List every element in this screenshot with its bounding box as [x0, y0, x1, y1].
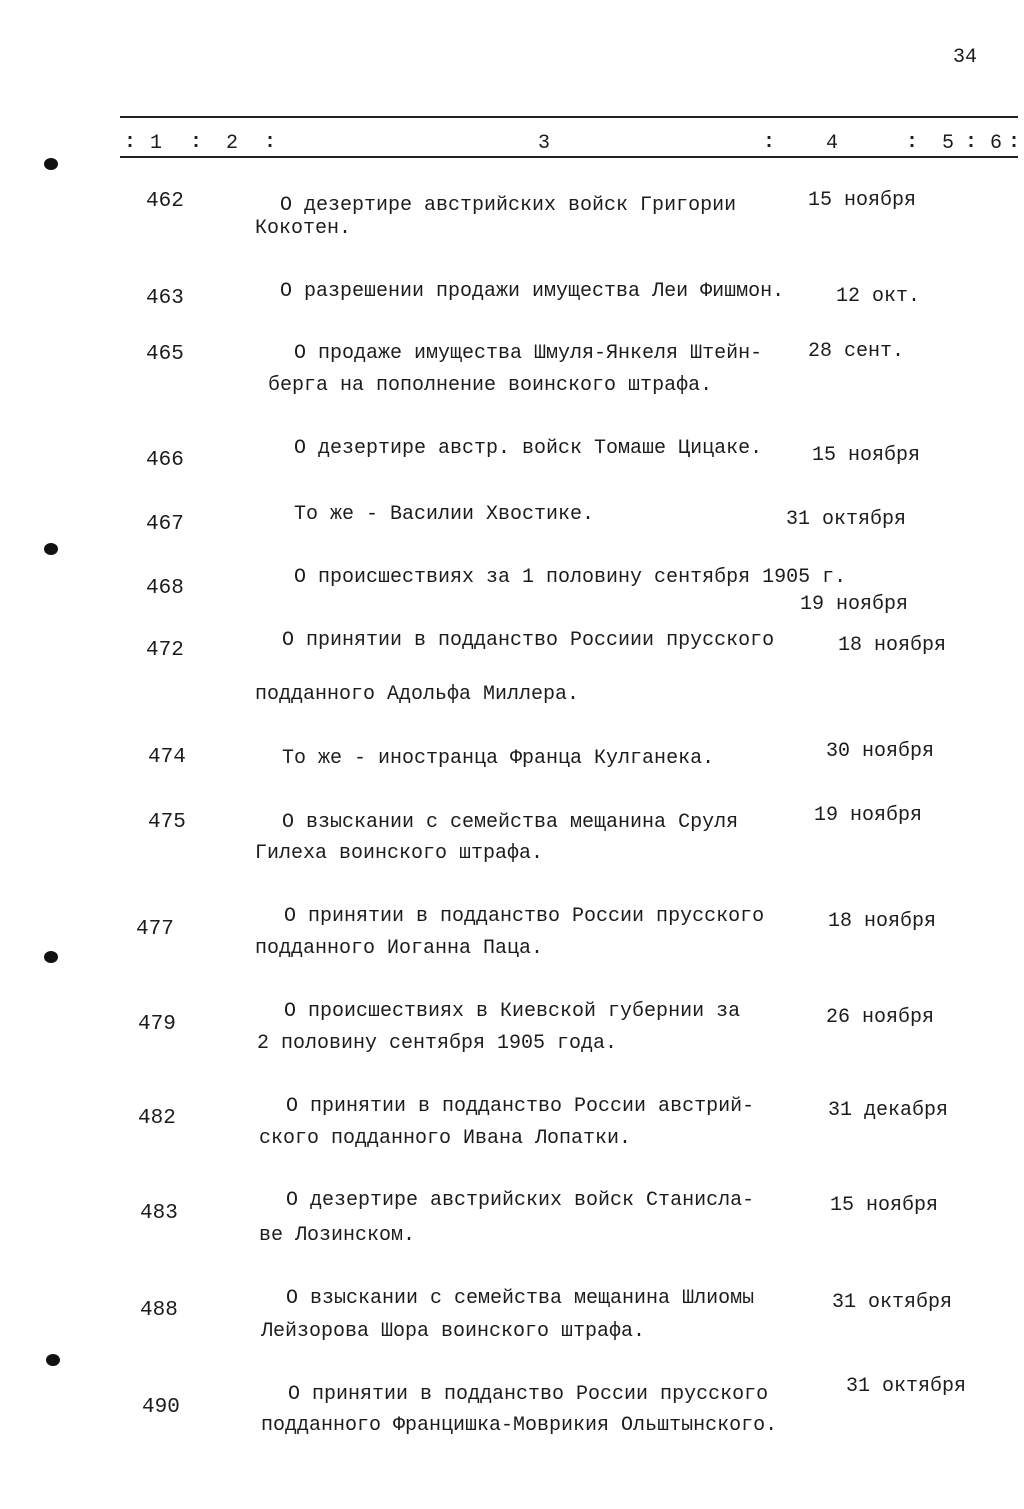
entry-number: 463 — [146, 287, 184, 310]
entry-date: 19 ноября — [814, 804, 923, 827]
entry-date: 18 ноября — [828, 910, 937, 933]
entry-date: 26 ноября — [826, 1006, 935, 1029]
column-header-6: 6 — [990, 132, 1003, 155]
separator: : — [190, 131, 203, 154]
entry-title-continued: подданного Иоганна Паца. — [255, 937, 544, 960]
entry-number: 483 — [140, 1202, 178, 1225]
entry-date: 31 декабря — [828, 1099, 949, 1122]
header-rule-top — [120, 116, 1018, 118]
entry-title: О разрешении продажи имущества Леи Фишмон. — [280, 280, 785, 303]
entry-title: О продаже имущества Шмуля-Янкеля Штейн- — [294, 342, 763, 365]
punch-hole — [44, 951, 58, 963]
entry-title-continued: подданного Францишка-Моврикия Ольштынского. — [261, 1414, 778, 1437]
entry-number: 477 — [136, 918, 174, 941]
entry-title: О принятии в подданство России прусского — [288, 1383, 769, 1406]
entry-number: 468 — [146, 577, 184, 600]
punch-hole — [44, 543, 58, 555]
entry-title: О принятии в подданство России прусского — [284, 905, 765, 928]
column-header-2: 2 — [226, 132, 239, 155]
entry-title-continued: ского подданного Ивана Лопатки. — [259, 1127, 632, 1150]
entry-number: 475 — [148, 811, 186, 834]
separator: : — [763, 131, 776, 154]
entry-date: 12 окт. — [836, 285, 921, 308]
column-header-4: 4 — [826, 132, 839, 155]
entry-title: О происшествиях в Киевской губернии за — [284, 1000, 741, 1023]
entry-date: 15 ноября — [808, 189, 917, 212]
entry-title: То же - иностранца Франца Кулганека. — [282, 747, 715, 770]
punch-hole — [46, 1354, 60, 1366]
entry-number: 488 — [140, 1299, 178, 1322]
entry-number: 466 — [146, 449, 184, 472]
entry-number: 462 — [146, 190, 184, 213]
entry-number: 467 — [146, 513, 184, 536]
separator: : — [965, 131, 978, 154]
separator: : — [906, 131, 919, 154]
header-rule-bottom — [120, 156, 1018, 158]
column-header-5: 5 — [942, 132, 955, 155]
column-header-3: 3 — [538, 132, 551, 155]
entry-title-continued: Лейзорова Шора воинского штрафа. — [261, 1320, 646, 1343]
page-number: 34 — [953, 46, 978, 69]
entry-title: О дезертире австрийских войск Станисла- — [286, 1189, 755, 1212]
separator: : — [264, 131, 277, 154]
column-header-1: 1 — [150, 132, 163, 155]
entry-number: 474 — [148, 746, 186, 769]
separator: : — [1008, 131, 1021, 154]
entry-date: 19 ноября — [800, 593, 909, 616]
entry-title-continued: берга на пополнение воинского штрафа. — [268, 374, 713, 397]
entry-title-continued: ве Лозинском. — [259, 1224, 416, 1247]
entry-date: 18 ноября — [838, 634, 947, 657]
entry-title: О дезертире австр. войск Томаше Цицаке. — [294, 437, 763, 460]
entry-date: 15 ноября — [830, 1194, 939, 1217]
entry-date: 30 ноября — [826, 740, 935, 763]
entry-title: О дезертире австрийских войск Григории — [280, 194, 737, 217]
entry-title-continued: Гилеха воинского штрафа. — [255, 842, 544, 865]
entry-number: 465 — [146, 343, 184, 366]
entry-number: 482 — [138, 1107, 176, 1130]
punch-hole — [44, 158, 58, 170]
entry-date: 28 сент. — [808, 340, 905, 363]
entry-date: 15 ноября — [812, 444, 921, 467]
entry-title: О взыскании с семейства мещанина Шлиомы — [286, 1287, 755, 1310]
entry-title-continued: Кокотен. — [255, 217, 352, 240]
entry-number: 479 — [138, 1013, 176, 1036]
entry-date: 31 октября — [832, 1291, 953, 1314]
entry-title-continued: 2 половину сентября 1905 года. — [257, 1032, 618, 1055]
separator: : — [124, 131, 137, 154]
entry-number: 472 — [146, 639, 184, 662]
entry-title: О принятии в подданство России австрий- — [286, 1095, 755, 1118]
entry-number: 490 — [142, 1396, 180, 1419]
entry-title: О принятии в подданство Россиии прусского — [282, 629, 775, 652]
entry-title: О происшествиях за 1 половину сентября 1905 г. — [294, 566, 847, 589]
entry-title-continued: подданного Адольфа Миллера. — [255, 683, 580, 706]
entry-title: То же - Василии Хвостике. — [294, 503, 595, 526]
entry-date: 31 октября — [786, 508, 907, 531]
entry-date: 31 октября — [846, 1375, 967, 1398]
entry-title: О взыскании с семейства мещанина Сруля — [282, 811, 739, 834]
